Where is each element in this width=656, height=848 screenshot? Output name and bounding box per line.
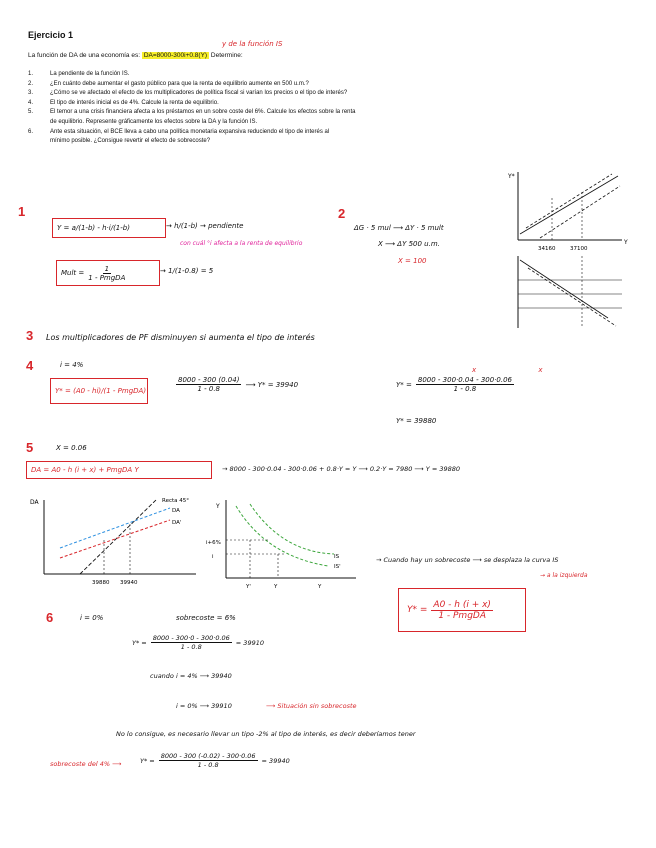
s6-given: i = 0% (80, 614, 104, 622)
is-curve-2 (250, 504, 334, 554)
question-text: mínimo posible. ¿Consigue revertir el efecto de sobrecoste? (50, 138, 211, 145)
s4-frac-num: 8000 - 300 (0.04) (178, 376, 240, 384)
s1-mult-lhs: Mult = (61, 269, 85, 277)
is-curve-2-label: IS' (334, 564, 341, 570)
is-x1-label: Y' (246, 584, 251, 590)
chart-x-label: Y (624, 239, 628, 246)
da-curve-45-label: Recta 45° (162, 498, 190, 504)
s4-frac (176, 376, 241, 393)
is-chart (206, 496, 358, 596)
da-curve-blue (60, 508, 170, 548)
question-number: 4. (28, 99, 34, 106)
s6-final-den: 1 - 0.8 (197, 761, 219, 769)
s1-mult-den: 1 - PmgDA (88, 273, 126, 282)
s6-final-lhs: Y* = (140, 756, 155, 765)
question-number: 3. (28, 90, 34, 97)
s1-mult-frac (88, 265, 125, 282)
question-number (28, 137, 50, 147)
s4-formula-box: Y* = (A0 - hi)/(1 - PmgDA) (50, 378, 148, 404)
s2-result: X = 100 (398, 257, 427, 265)
s4-eq-frac (416, 376, 514, 393)
question-text: de equilibrio. Represente gráficamente los efectos sobre la DA y la función IS. (50, 118, 258, 125)
s6-final-label: sobrecoste del 4% ⟶ (50, 760, 122, 768)
s6-final-num: 8000 - 300 (-0.02) - 300·0.06 (160, 752, 256, 760)
chart-tick-1: 34160 (538, 246, 556, 252)
chart-y-label: Y* (508, 173, 515, 180)
intro-note: y de la función IS (222, 40, 283, 48)
question-text: El tipo de interés inicial es de 4%. Calcule la renta de equilibrio. (50, 99, 219, 106)
s6-line1-rhs: = 39910 (235, 638, 264, 647)
is-i2-label: i (212, 554, 214, 560)
intro-suffix: Determine: (210, 52, 243, 59)
s4-marks: x x (472, 366, 573, 374)
question-text: ¿Cómo se ve afectado el efecto de los multiplicadores de política fiscal si varían los precios o el tipo de interés? (50, 90, 348, 97)
s6-line3: i = 0% ⟶ 39910 (176, 702, 232, 710)
s4-result: Y* = 39880 (396, 417, 437, 425)
is-x2-label: Y (274, 584, 278, 590)
s4-eq-num: 8000 - 300·0.04 - 300·0.06 (417, 376, 512, 384)
s1-note: con cuál °i afecta a la renta de equilibrio (180, 240, 303, 247)
s4-eq-lhs: Y* = (396, 380, 412, 389)
is-da-chart (508, 168, 628, 336)
s1-formula-box: Y = a/(1-b) - h·i/(1-b) (52, 218, 166, 238)
s5-result-box (398, 588, 526, 632)
section-2-number: 2 (338, 206, 346, 221)
s4-eq-den: 1 - 0.8 (453, 385, 477, 393)
s6-line2: cuando i = 4% ⟶ 39940 (150, 672, 232, 680)
question-item (28, 70, 628, 80)
question-text: La pendiente de la función IS. (50, 71, 130, 77)
chart-line-2 (526, 174, 612, 228)
s5-box2-frac (431, 600, 493, 621)
question-item (28, 118, 628, 128)
intro-highlight: DA=8000-300i+0.8(Y) (143, 52, 208, 59)
s4-calc (176, 376, 298, 393)
s5-box2-den: 1 - PmgDA (438, 610, 487, 621)
section-3-number: 3 (26, 328, 34, 343)
question-number: 6. (28, 128, 34, 135)
question-number: 1. (28, 71, 34, 77)
s6-given2: sobrecoste = 6% (176, 614, 236, 622)
section-4-number: 4 (26, 358, 34, 373)
s1-result: → h/(1-b) → pendiente (166, 222, 244, 230)
question-list (28, 70, 628, 147)
is-x3-label: Y (318, 584, 322, 590)
s6-line1 (132, 634, 264, 651)
intro-line (28, 52, 243, 59)
question-item (28, 137, 628, 147)
s5-formula-box: DA = A0 - h (i + x) + PmgDA Y (26, 461, 212, 479)
s5-given: X = 0.06 (56, 444, 87, 452)
s6-final-frac (159, 752, 258, 769)
question-item (28, 108, 628, 118)
da-x1-label: 39880 (92, 580, 110, 586)
s6-line1-lhs: Y* = (132, 638, 147, 647)
s5-box2-lhs: Y* = (407, 605, 428, 615)
question-item (28, 99, 628, 109)
exercise-title: Ejercicio 1 (28, 30, 74, 40)
question-number: 5. (28, 109, 34, 116)
question-number: 2. (28, 80, 34, 87)
s3-text: Los multiplicadores de PF disminuyen si aumenta el tipo de interés (46, 333, 315, 342)
s1-mult-rhs: → 1/(1-0.8) = 5 (160, 267, 214, 275)
da-45-line (80, 500, 156, 574)
s6-line1-frac (151, 634, 232, 651)
chart-line-1 (520, 176, 618, 234)
intro-prefix: La función de DA de una economía es: (28, 52, 141, 59)
s5-eq: → 8000 - 300·0.04 - 300·0.06 + 0.8·Y = Y ⟶ 0.2·Y = 7980 ⟶ Y = 39880 (222, 465, 461, 473)
section-1-number: 1 (18, 204, 26, 219)
question-text: ¿En cuánto debe aumentar el gasto público para que la renta de equilibrio aumente en 500 u.m.? (50, 80, 309, 87)
s5-note1: → Cuando hay un sobrecoste ⟶ se desplaza la curva IS (376, 556, 559, 564)
s5-note2: → a la izquierda (540, 572, 588, 579)
s5-box2-num: A0 - h (i + x) (433, 599, 491, 610)
s4-frac-den: 1 - 0.8 (197, 385, 220, 393)
section-6-number: 6 (46, 610, 54, 625)
question-item (28, 80, 628, 90)
s4-given: i = 4% (60, 361, 84, 369)
s4-eq (396, 376, 514, 393)
s6-conclusion: No lo consigue, es necesario llevar un tipo -2% al tipo de interés, es decir deberíamos tener (116, 730, 416, 738)
da-axis-label: DA (30, 499, 39, 506)
s6-line1-den: 1 - 0.8 (180, 643, 202, 651)
s6-line1-num: 8000 - 300·0 - 300·0.06 (152, 634, 230, 642)
question-text: El temor a una crisis financiera afecta a los préstamos en un sobre coste del 6%. Calcule los efectos sobre la renta (50, 109, 356, 116)
question-item (28, 128, 628, 138)
da-chart (30, 494, 200, 594)
s6-final-eq (140, 752, 290, 769)
s1-mult-num: 1 (104, 264, 110, 273)
question-text: Ante esta situación, el BCE lleva a cabo una política monetaria expansiva reduciendo el tipo de interés al (50, 128, 330, 135)
da-curve-red (60, 520, 170, 558)
s2-line1: ΔG · 5 mul ⟶ ΔY · 5 mult (354, 224, 444, 232)
question-item (28, 89, 628, 99)
is-y-label: Y (216, 503, 220, 510)
section-5-number: 5 (26, 440, 34, 455)
s4-arrow: ⟶ Y* = 39940 (245, 380, 299, 389)
chart-lower-line-2 (528, 268, 616, 326)
s1-mult-box (56, 260, 160, 286)
da-curve-da2-label: DA' (172, 520, 182, 526)
chart-tick-2: 37100 (570, 246, 588, 252)
s2-line2: X ⟶ ΔY 500 u.m. (378, 240, 440, 248)
da-x2-label: 39940 (120, 580, 138, 586)
s6-final-rhs: = 39940 (261, 756, 290, 765)
chart-lower-line-1 (520, 260, 608, 318)
da-curve-da-label: DA (172, 508, 180, 514)
is-curve-1-label: IS (334, 554, 340, 560)
s6-line3-note: ⟶ Situación sin sobrecoste (266, 702, 357, 710)
is-i1-label: i+6% (206, 540, 221, 546)
question-number (28, 118, 50, 128)
